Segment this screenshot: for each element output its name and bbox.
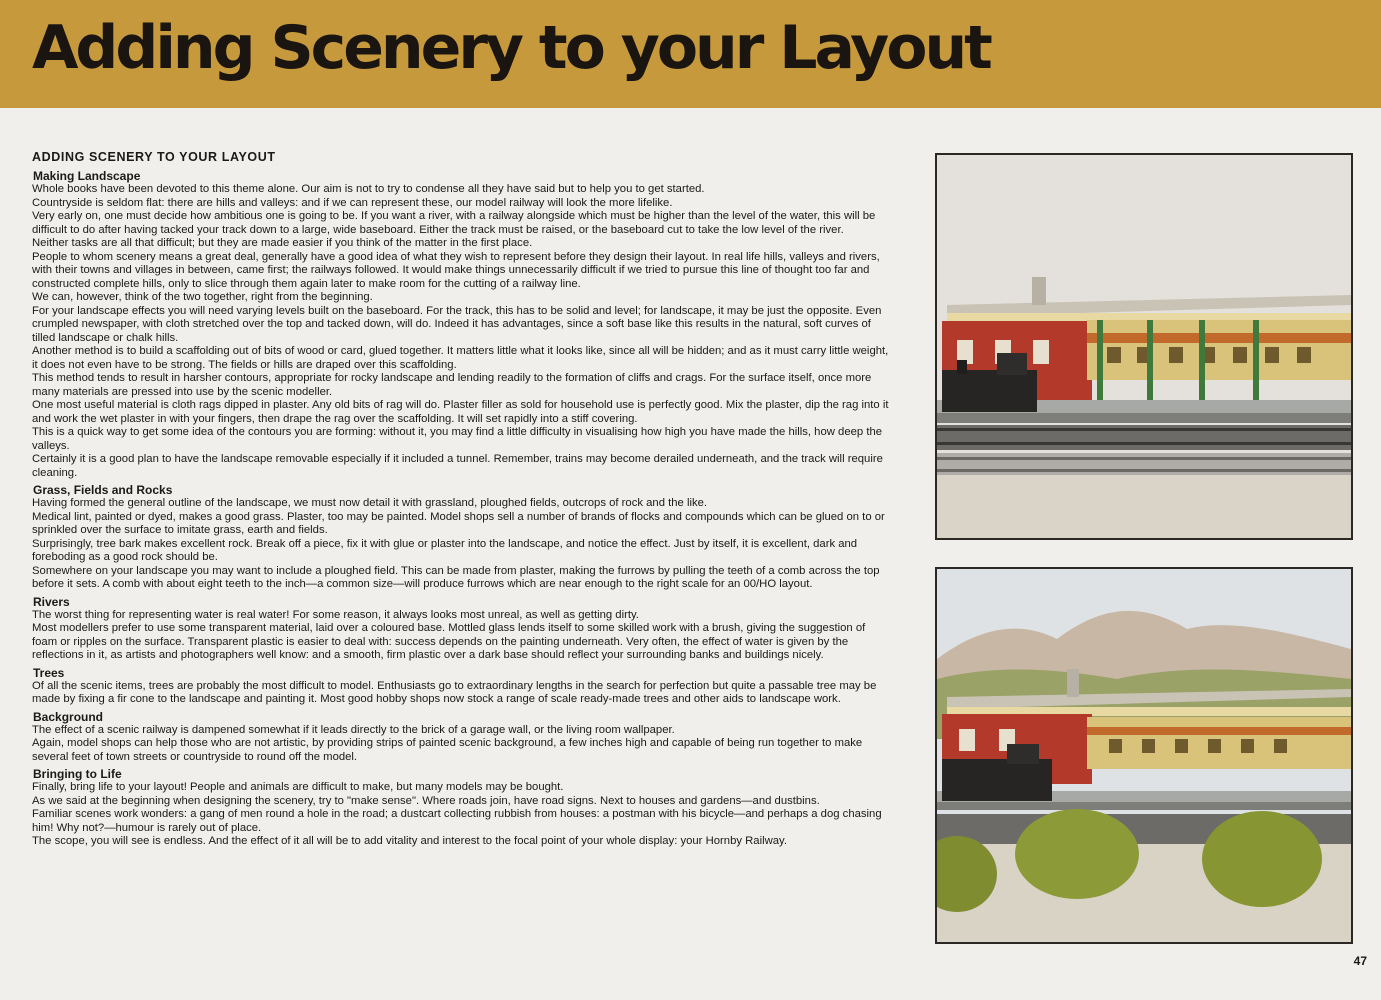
title-banner [0,0,1381,108]
paragraph: Whole books have been devoted to this theme alone. Our aim is not to try to condense all they have said but to help you to get started. [32,183,705,195]
paragraph: Finally, bring life to your layout! People and animals are difficult to make, but many models may be bought. [32,781,564,793]
station-plain-illustration [937,155,1351,538]
paragraph: Again, model shops can help those who are not artistic, by providing strips of painted scenic background, a few inches high and capable of being run together to make several feet of town streets or countryside to round off the model. [32,737,863,763]
paragraph: Familiar scenes work wonders: a gang of men round a hole in the road; a dustcart collecting rubbish from houses: a postman with his bicycle—and perhaps a dog chasing him! Why not?—humour is rarely out of place. [32,808,882,834]
section-title: Background [33,709,104,724]
paragraph: Most modellers prefer to use some transparent material, laid over a coloured base. Mottled glass lends itself to some skilled work with a brush, giving the suggestion of foam or ripples on the surface. Transparent plastic is easier to deal with: success depends on the painting underneath. Very often, the effect of water is given by the reflections in it, as artists and photographers well know: and a smooth, firm plastic over a dark base should reflect your surrounding banks and buildings nicely. [32,622,866,661]
article-heading: ADDING SCENERY TO YOUR LAYOUT [32,150,276,164]
section-title: Grass, Fields and Rocks [33,483,173,497]
paragraph: Certainly it is a good plan to have the landscape removable especially if it included a tunnel. Remember, trains may become derailed underneath, and the track will require cleaning. [32,453,883,479]
paragraph: People to whom scenery means a great deal, generally have a good idea of what they wish to represent before they design their layout. In real life hills, valleys and rivers, with their towns and villages in between, came first; the railways followed. It would make things unnecessarily difficult if we tried to pursue this line of thought too far and constructed complete hills, only to slice through them again later to make room for the cutting of a railway line. [32,250,880,290]
page-number: 47 [1353,954,1367,968]
paragraph: This method tends to result in harsher contours, appropriate for rocky landscape and lending readily to the formation of cliffs and crags. For the surface itself, once more many materials are pressed into use by the scenic modeller. [32,372,872,398]
photo-station-scenic [935,567,1353,944]
section-title: Bringing to Life [33,767,122,781]
paragraph: Very early on, one must decide how ambitious one is going to be. If you want a river, with a railway alongside which must be higher than the level of the water, this will be difficult to do after having tacked your track down to a large, wide baseboard. Either the track must be raised, or the baseboard cut to take the low level of the river. [32,210,876,236]
section-title: Making Landscape [33,169,141,183]
paragraph: The scope, you will see is endless. And the effect of it all will be to add vitality and interest to the focal point of your whole display: your Hornby Railway. [32,835,787,847]
paragraph: Somewhere on your landscape you may want to include a ploughed field. This can be made from plaster, making the furrows by pulling the teeth of a comb across the top before it sets. A comb with about eight teeth to the inch—a common size—will produce furrows which are near enough to the right scale for an 00/HO layout. [32,564,880,590]
paragraph: One most useful material is cloth rags dipped in plaster. Any old bits of rag will do. Plaster filler as sold for household use is perfectly good. Mix the plaster, dip the rag into it and work the wet plaster in with your fingers, then drape the rag over the scaffolding. It will set rapidly into a stiff covering. [32,399,889,425]
paragraph: Another method is to build a scaffolding out of bits of wood or card, glued together. It matters little what it looks like, since all will be hidden; and as it must carry little weight, it does not even have to be strong. The fields or hills are draped over this scaffolding. [32,345,889,371]
station-scenic-illustration [937,569,1351,942]
paragraph: Of all the scenic items, trees are probably the most difficult to model. Enthusiasts go to extraordinary lengths in the search for perfection but quite a passable tree may be made by fixing a fir cone to the landscape and painting it. Most good hobby shops now stock a range of scale ready-made trees and other aids to landscape work. [32,679,877,705]
paragraph: We can, however, think of the two together, right from the beginning. [32,291,373,303]
paragraph: Having formed the general outline of the landscape, we must now detail it with grassland, ploughed fields, outcrops of rock and the like. [32,497,708,509]
paragraph: Neither tasks are all that difficult; but they are made easier if you think of the matter in the first place. [32,237,533,249]
paragraph: The effect of a scenic railway is dampened somewhat if it leads directly to the brick of a garage wall, or the living room wallpaper. [32,723,675,736]
section-title: Trees [33,665,65,680]
paragraph: Countryside is seldom flat: there are hills and valleys: and if we can represent these, our model railway will look the more lifelike. [32,196,673,209]
article-text [32,150,892,849]
photo-station-plain [935,153,1353,540]
paragraph: The worst thing for representing water is real water! For some reason, it always looks most unreal, as well as getting dirty. [32,608,639,621]
section-title: Rivers [33,594,70,609]
paragraph: This is a quick way to get some idea of the contours you are forming: without it, you may find a little difficulty in visualising how high you have made the hills, how deep the valleys. [32,426,883,452]
page-title: Adding Scenery to your Layout [32,13,990,83]
paragraph: Surprisingly, tree bark makes excellent rock. Break off a piece, fix it with glue or plaster into the landscape, and notice the effect. Just by itself, it is excellent, dark and foreboding as a good rock should be. [32,537,858,563]
paragraph: Medical lint, painted or dyed, makes a good grass. Plaster, too may be painted. Model shops sell a number of brands of flocks and compounds which can be glued on to or sprinkled over the surface to imitate grass, earth and fields. [32,510,885,536]
paragraph: As we said at the beginning when designing the scenery, try to "make sense". Where roads join, have road signs. Next to houses and gardens—and dustbins. [32,794,820,807]
article-sections [32,169,892,849]
paragraph: For your landscape effects you will need varying levels built on the baseboard. For the track, this has to be solid and level; for landscape, it may be just the opposite. Even crumpled newspaper, with cloth stretched over the top and tacked down, will do. Indeed it has advantages, since a soft base like this results in the natural, soft curves of tilled landscape or chalk hills. [32,304,882,344]
